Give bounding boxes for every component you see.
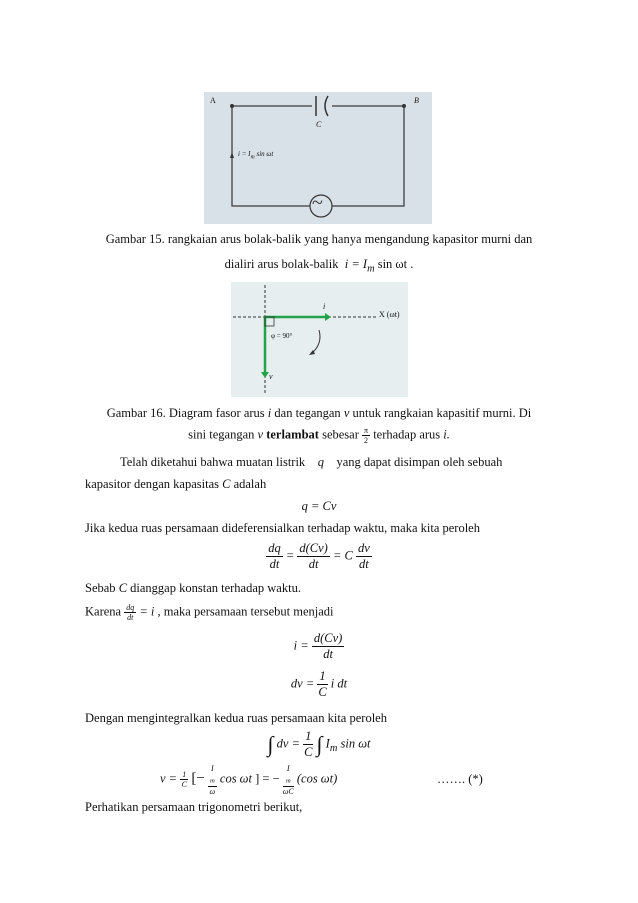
phasor-diagram — [231, 282, 408, 397]
equation-6-tag: ……. (*) — [437, 772, 483, 786]
figure-15-circuit — [204, 92, 432, 224]
ac-source-icon: ~ — [312, 192, 323, 214]
paragraph-6: Perhatikan persamaan trigonometri berikut, — [85, 800, 303, 814]
equation-1: q = Cv — [301, 499, 337, 513]
phasor-axis-label: X (ωt) — [379, 310, 400, 319]
phasor-voltage-label: v — [269, 372, 273, 381]
paragraph-4: Karena $\frac{dq}{dt}$ = i , maka persamaan tersebut menjadi — [85, 603, 334, 622]
equation-5: ∫ dv = $\frac{1}{C}$ ∫ $I_m$ sin ωt — [267, 729, 371, 759]
label-b: B — [414, 96, 419, 105]
paragraph-5: Dengan mengintegralkan kedua ruas persamaan kita peroleh — [85, 711, 387, 725]
phasor-angle-label: φ = 90° — [271, 332, 293, 340]
label-a: A — [210, 96, 216, 105]
paragraph-1-line2: kapasitor dengan kapasitas C adalah — [85, 477, 267, 491]
paragraph-2: Jika kedua ruas persamaan dideferensialkan terhadap waktu, maka kita peroleh — [85, 521, 480, 535]
equation-4: dv = $\frac{1}{C}$ i dt — [290, 669, 348, 699]
label-current: $i = I_m$ sin ωt — [238, 150, 274, 161]
figure-16-caption-line1: Gambar 16. Diagram fasor arus i dan tegangan v untuk rangkaian kapasitif murni. Di — [106, 406, 532, 420]
equation-6: v = $\frac{1}{C}$ [− I $_m$ ω cos ωt ] = − I $_m$ ωC (cos ωt) — [160, 764, 338, 796]
figure-16-caption-line2: sini tegangan v terlambat sebesar $\frac{\pi}{2}$ terhadap arus i. — [188, 426, 450, 445]
paragraph-3: Sebab C dianggap konstan terhadap waktu. — [85, 581, 301, 595]
figure-16-phasor — [231, 282, 408, 397]
equation-2: $\frac{dq}{dt}$ = $\frac{d(Cv)}{dt}$ = C $\frac{dv}{dt}$ — [268, 541, 370, 571]
figure-15-caption-line1: Gambar 15. rangkaian arus bolak-balik yang hanya mengandung kapasitor murni dan — [105, 232, 533, 246]
phasor-current-label: i — [323, 302, 326, 311]
figure-15-caption-line2: dialiri arus bolak-balik $i = I_m$ sin ωt . — [224, 257, 414, 275]
equation-3: i = $\frac{d(Cv)}{dt}$ — [293, 631, 343, 661]
label-c: C — [316, 120, 322, 129]
paragraph-1-line1: Telah diketahui bahwa muatan listrik q yang dapat disimpan oleh sebuah — [120, 455, 503, 469]
